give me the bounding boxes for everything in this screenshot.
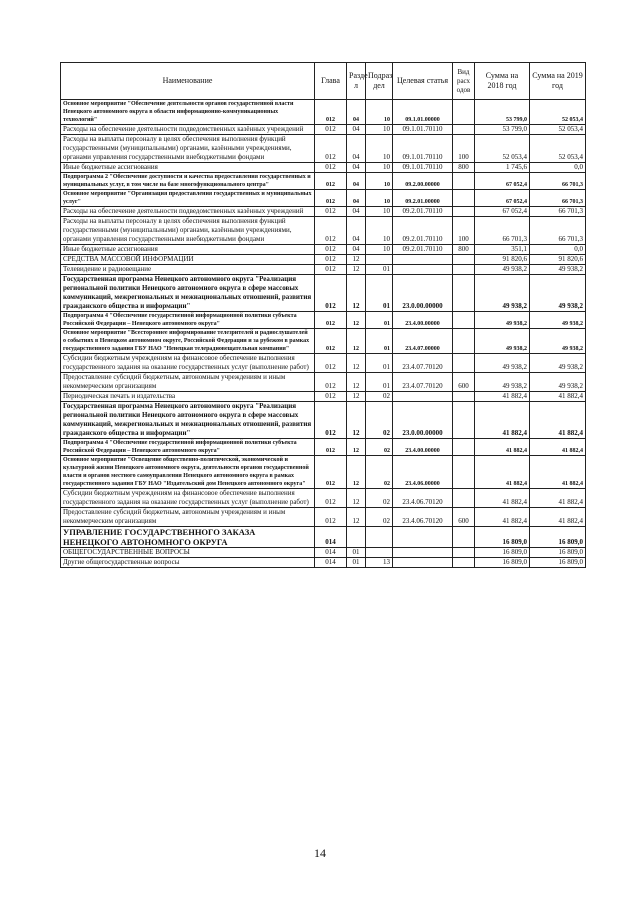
cell-name: Предоставление субсидий бюджетным, автономным учреждениям и иным некоммерческим организациям (61, 508, 315, 527)
cell-podrazdel: 01 (366, 265, 393, 275)
cell-name: Подпрограмма 4 "Обеспечение государственной информационной политики субъекта Российской Федерации – Ненецкого автономного округа" (61, 439, 315, 456)
cell-glava: 014 (315, 527, 347, 548)
cell-name: УПРАВЛЕНИЕ ГОСУДАРСТВЕННОГО ЗАКАЗА НЕНЕЦКОГО АВТОНОМНОГО ОКРУГА (61, 527, 315, 548)
table-row (61, 456, 586, 489)
cell-name: Основное мероприятие "Обеспечение деятельности органов государственной власти Ненецкого автономного округа в области информационно-коммуникационных технологий" (61, 100, 315, 125)
cell-razdel: 04 (347, 173, 366, 190)
cell-vid (453, 275, 475, 312)
cell-sum2019: 66 701,3 (530, 173, 586, 190)
header-podrazdel: Подраз дел (366, 63, 393, 100)
cell-statya (393, 558, 453, 568)
cell-name: ОБЩЕГОСУДАРСТВЕННЫЕ ВОПРОСЫ (61, 548, 315, 558)
cell-sum2018: 91 820,6 (475, 255, 530, 265)
table-row (61, 190, 586, 207)
cell-statya: 23.4.06.70120 (393, 508, 453, 527)
cell-glava: 012 (315, 312, 347, 329)
table-row (61, 527, 586, 548)
table-row (61, 135, 586, 163)
cell-vid (453, 100, 475, 125)
table-header-row (61, 63, 586, 100)
cell-sum2018: 41 882,4 (475, 508, 530, 527)
cell-vid: 800 (453, 245, 475, 255)
table-row (61, 207, 586, 217)
table-row (61, 548, 586, 558)
cell-vid (453, 173, 475, 190)
table-row (61, 402, 586, 439)
cell-sum2018: 41 882,4 (475, 489, 530, 508)
cell-podrazdel: 02 (366, 392, 393, 402)
header-name: Наименование (61, 63, 315, 100)
cell-statya: 23.4.06.00000 (393, 456, 453, 489)
cell-statya (393, 392, 453, 402)
cell-sum2018: 67 052,4 (475, 173, 530, 190)
cell-glava: 012 (315, 354, 347, 373)
cell-glava: 012 (315, 275, 347, 312)
table-row (61, 100, 586, 125)
cell-podrazdel: 10 (366, 173, 393, 190)
cell-sum2019: 91 820,6 (530, 255, 586, 265)
cell-vid (453, 329, 475, 354)
cell-sum2019: 41 882,4 (530, 392, 586, 402)
cell-name: Основное мероприятие "Организация предоставления государственных и муниципальных услуг" (61, 190, 315, 207)
cell-statya: 23.0.00.00000 (393, 402, 453, 439)
cell-podrazdel: 10 (366, 245, 393, 255)
cell-glava: 012 (315, 190, 347, 207)
cell-name: Основное мероприятие "Освещение общественно-политической, экономической и культурной жизни Ненецкого автономного округа, деятельности органов государственной власти и органов местного самоуправления Ненецкого автономного округа в рамках государственного задания ГБУ НАО "Издательский дом Ненецкого автономного округа" (61, 456, 315, 489)
cell-podrazdel (366, 527, 393, 548)
cell-statya: 09.2.01.70110 (393, 245, 453, 255)
cell-glava: 012 (315, 135, 347, 163)
header-statya: Целевая статья (393, 63, 453, 100)
cell-podrazdel: 02 (366, 508, 393, 527)
cell-razdel: 12 (347, 439, 366, 456)
cell-razdel: 12 (347, 354, 366, 373)
cell-statya: 23.4.00.00000 (393, 312, 453, 329)
table-row (61, 392, 586, 402)
cell-razdel: 04 (347, 245, 366, 255)
cell-statya: 09.2.01.00000 (393, 190, 453, 207)
table-row (61, 217, 586, 245)
header-razdel: Разде л (347, 63, 366, 100)
cell-sum2018: 41 882,4 (475, 392, 530, 402)
cell-name: Периодическая печать и издательства (61, 392, 315, 402)
header-sum-2019: Сумма на 2019 год (530, 63, 586, 100)
cell-glava: 012 (315, 489, 347, 508)
cell-podrazdel (366, 255, 393, 265)
table-row (61, 312, 586, 329)
cell-name: Расходы на выплаты персоналу в целях обеспечения выполнения функций государственными (муниципальными) органами, казёнными учреждениями, органами управления государственными внебюджетными фондами (61, 135, 315, 163)
cell-razdel: 12 (347, 275, 366, 312)
cell-name: СРЕДСТВА МАССОВОЙ ИНФОРМАЦИИ (61, 255, 315, 265)
cell-podrazdel: 10 (366, 135, 393, 163)
budget-sheet (60, 62, 586, 568)
cell-razdel: 12 (347, 402, 366, 439)
cell-sum2019: 41 882,4 (530, 489, 586, 508)
cell-name: Расходы на обеспечение деятельности подведомственных казённых учреждений (61, 125, 315, 135)
cell-sum2019: 49 938,2 (530, 275, 586, 312)
cell-glava: 012 (315, 439, 347, 456)
cell-sum2019: 49 938,2 (530, 265, 586, 275)
cell-name: Другие общегосударственные вопросы (61, 558, 315, 568)
cell-vid (453, 354, 475, 373)
cell-glava: 014 (315, 558, 347, 568)
table-row (61, 245, 586, 255)
cell-razdel: 12 (347, 456, 366, 489)
table-row (61, 255, 586, 265)
cell-vid (453, 558, 475, 568)
cell-statya: 23.0.00.00000 (393, 275, 453, 312)
cell-podrazdel: 02 (366, 456, 393, 489)
table-row (61, 558, 586, 568)
cell-podrazdel: 02 (366, 439, 393, 456)
cell-podrazdel: 10 (366, 190, 393, 207)
cell-glava: 012 (315, 402, 347, 439)
cell-statya: 09.2.01.70110 (393, 217, 453, 245)
cell-statya: 09.1.01.70110 (393, 135, 453, 163)
cell-sum2018: 52 053,4 (475, 135, 530, 163)
cell-razdel: 12 (347, 489, 366, 508)
cell-glava: 012 (315, 125, 347, 135)
table-row (61, 489, 586, 508)
cell-statya: 09.1.01.00000 (393, 100, 453, 125)
cell-vid (453, 255, 475, 265)
cell-sum2019: 49 938,2 (530, 373, 586, 392)
cell-vid (453, 190, 475, 207)
cell-sum2018: 351,1 (475, 245, 530, 255)
cell-glava: 012 (315, 373, 347, 392)
cell-statya: 23.4.07.70120 (393, 354, 453, 373)
cell-sum2019: 49 938,2 (530, 312, 586, 329)
table-row (61, 508, 586, 527)
cell-sum2019: 52 053,4 (530, 135, 586, 163)
cell-vid: 100 (453, 135, 475, 163)
cell-razdel (347, 527, 366, 548)
cell-statya (393, 527, 453, 548)
cell-sum2018: 53 799,0 (475, 125, 530, 135)
cell-sum2018: 41 882,4 (475, 439, 530, 456)
cell-name: Телевидение и радиовещание (61, 265, 315, 275)
cell-sum2018: 53 799,0 (475, 100, 530, 125)
cell-glava: 012 (315, 173, 347, 190)
cell-podrazdel: 02 (366, 402, 393, 439)
cell-sum2018: 49 938,2 (475, 312, 530, 329)
cell-name: Предоставление субсидий бюджетным, автономным учреждениям и иным некоммерческим организациям (61, 373, 315, 392)
cell-razdel: 04 (347, 207, 366, 217)
cell-sum2018: 49 938,2 (475, 354, 530, 373)
cell-razdel: 12 (347, 373, 366, 392)
table-row (61, 373, 586, 392)
cell-razdel: 04 (347, 163, 366, 173)
cell-vid (453, 439, 475, 456)
cell-sum2018: 49 938,2 (475, 329, 530, 354)
cell-statya: 09.1.01.70110 (393, 163, 453, 173)
cell-glava: 012 (315, 456, 347, 489)
cell-sum2018: 16 809,0 (475, 548, 530, 558)
cell-statya: 09.2.01.70110 (393, 207, 453, 217)
cell-sum2019: 66 701,3 (530, 190, 586, 207)
cell-glava: 012 (315, 392, 347, 402)
cell-vid: 800 (453, 163, 475, 173)
cell-podrazdel: 01 (366, 329, 393, 354)
cell-podrazdel: 10 (366, 163, 393, 173)
cell-vid (453, 125, 475, 135)
cell-podrazdel: 02 (366, 489, 393, 508)
cell-sum2019: 41 882,4 (530, 508, 586, 527)
cell-razdel: 04 (347, 100, 366, 125)
cell-vid (453, 489, 475, 508)
cell-sum2019: 52 053,4 (530, 125, 586, 135)
cell-sum2019: 0,0 (530, 245, 586, 255)
cell-statya (393, 548, 453, 558)
cell-name: Подпрограмма 2 "Обеспечение доступности и качества предоставления государственных и муниципальных услуг, в том числе на базе многофункционального центра" (61, 173, 315, 190)
cell-sum2019: 16 809,0 (530, 527, 586, 548)
cell-vid (453, 312, 475, 329)
cell-sum2019: 49 938,2 (530, 329, 586, 354)
cell-razdel: 04 (347, 190, 366, 207)
cell-statya: 09.2.00.00000 (393, 173, 453, 190)
table-row (61, 265, 586, 275)
table-row (61, 354, 586, 373)
cell-statya: 23.4.00.00000 (393, 439, 453, 456)
header-vid: Вид расх одов (453, 63, 475, 100)
cell-sum2018: 66 701,3 (475, 217, 530, 245)
cell-sum2018: 49 938,2 (475, 265, 530, 275)
cell-sum2019: 16 809,0 (530, 548, 586, 558)
header-glava: Глава (315, 63, 347, 100)
cell-glava: 012 (315, 265, 347, 275)
cell-name: Субсидии бюджетным учреждениям на финансовое обеспечение выполнения государственного задания на оказание государственных услуг (выполнение работ) (61, 489, 315, 508)
cell-vid (453, 265, 475, 275)
cell-statya: 23.4.07.70120 (393, 373, 453, 392)
cell-razdel: 12 (347, 508, 366, 527)
cell-vid (453, 527, 475, 548)
cell-sum2019: 41 882,4 (530, 439, 586, 456)
header-sum-2018: Сумма на 2018 год (475, 63, 530, 100)
cell-razdel: 01 (347, 558, 366, 568)
cell-podrazdel: 01 (366, 373, 393, 392)
cell-name: Государственная программа Ненецкого автономного округа "Реализация региональной политики Ненецкого автономного округа в сфере массовых коммуникаций, межрегиональных и межнациональных отношений, развития гражданского общества и информации" (61, 402, 315, 439)
table-row (61, 173, 586, 190)
cell-razdel: 12 (347, 255, 366, 265)
cell-sum2019: 0,0 (530, 163, 586, 173)
cell-sum2018: 67 052,4 (475, 207, 530, 217)
cell-podrazdel: 01 (366, 312, 393, 329)
cell-glava: 012 (315, 207, 347, 217)
cell-razdel: 04 (347, 125, 366, 135)
cell-statya (393, 265, 453, 275)
cell-sum2018: 16 809,0 (475, 558, 530, 568)
cell-podrazdel: 01 (366, 354, 393, 373)
cell-sum2019: 41 882,4 (530, 456, 586, 489)
cell-razdel: 12 (347, 312, 366, 329)
cell-glava: 012 (315, 255, 347, 265)
cell-sum2019: 41 882,4 (530, 402, 586, 439)
cell-name: Основное мероприятие "Всестороннее информирование телезрителей и радиослушателей о событиях в Ненецком автономном округе, Российской Федерации и за рубежом в рамках государственного задания ГБУ НАО "Ненецкая телерадиовещательная компания" (61, 329, 315, 354)
cell-glava: 012 (315, 217, 347, 245)
cell-podrazdel: 10 (366, 217, 393, 245)
cell-sum2019: 52 053,4 (530, 100, 586, 125)
cell-vid: 100 (453, 217, 475, 245)
cell-razdel: 01 (347, 548, 366, 558)
cell-vid (453, 548, 475, 558)
table-row (61, 439, 586, 456)
cell-vid: 600 (453, 373, 475, 392)
cell-razdel: 12 (347, 329, 366, 354)
cell-vid (453, 456, 475, 489)
cell-razdel: 04 (347, 217, 366, 245)
cell-name: Иные бюджетные ассигнования (61, 163, 315, 173)
cell-sum2019: 16 809,0 (530, 558, 586, 568)
cell-statya: 09.1.01.70110 (393, 125, 453, 135)
table-row (61, 329, 586, 354)
cell-name: Расходы на обеспечение деятельности подведомственных казённых учреждений (61, 207, 315, 217)
cell-glava: 012 (315, 508, 347, 527)
cell-razdel: 04 (347, 135, 366, 163)
cell-sum2018: 41 882,4 (475, 402, 530, 439)
cell-podrazdel: 13 (366, 558, 393, 568)
cell-razdel: 12 (347, 392, 366, 402)
table-row (61, 275, 586, 312)
cell-podrazdel: 10 (366, 125, 393, 135)
page-number: 14 (314, 846, 326, 860)
cell-razdel: 12 (347, 265, 366, 275)
cell-glava: 014 (315, 548, 347, 558)
cell-podrazdel: 10 (366, 100, 393, 125)
cell-name: Иные бюджетные ассигнования (61, 245, 315, 255)
cell-name: Субсидии бюджетным учреждениям на финансовое обеспечение выполнения государственного задания на оказание государственных услуг (выполнение работ) (61, 354, 315, 373)
table-row (61, 125, 586, 135)
cell-podrazdel: 10 (366, 207, 393, 217)
cell-vid: 600 (453, 508, 475, 527)
cell-sum2019: 66 701,3 (530, 217, 586, 245)
cell-vid (453, 402, 475, 439)
cell-glava: 012 (315, 163, 347, 173)
cell-podrazdel: 01 (366, 275, 393, 312)
table-row (61, 163, 586, 173)
cell-sum2019: 66 701,3 (530, 207, 586, 217)
cell-name: Расходы на выплаты персоналу в целях обеспечения выполнения функций государственными (муниципальными) органами, казёнными учреждениями, органами управления государственными внебюджетными фондами (61, 217, 315, 245)
cell-vid (453, 207, 475, 217)
cell-glava: 012 (315, 329, 347, 354)
cell-statya: 23.4.06.70120 (393, 489, 453, 508)
cell-name: Подпрограмма 4 "Обеспечение государственной информационной политики субъекта Российской Федерации – Ненецкого автономного округа" (61, 312, 315, 329)
cell-statya: 23.4.07.00000 (393, 329, 453, 354)
budget-table (60, 62, 586, 568)
cell-sum2018: 1 745,6 (475, 163, 530, 173)
cell-glava: 012 (315, 100, 347, 125)
cell-name: Государственная программа Ненецкого автономного округа "Реализация региональной политики Ненецкого автономного округа в сфере массовых коммуникаций, межрегиональных и межнациональных отношений, развития гражданского общества и информации" (61, 275, 315, 312)
cell-sum2018: 49 938,2 (475, 275, 530, 312)
cell-vid (453, 392, 475, 402)
cell-podrazdel (366, 548, 393, 558)
cell-sum2018: 16 809,0 (475, 527, 530, 548)
cell-sum2018: 67 052,4 (475, 190, 530, 207)
cell-glava: 012 (315, 245, 347, 255)
cell-statya (393, 255, 453, 265)
cell-sum2018: 49 938,2 (475, 373, 530, 392)
cell-sum2019: 49 938,2 (530, 354, 586, 373)
cell-sum2018: 41 882,4 (475, 456, 530, 489)
